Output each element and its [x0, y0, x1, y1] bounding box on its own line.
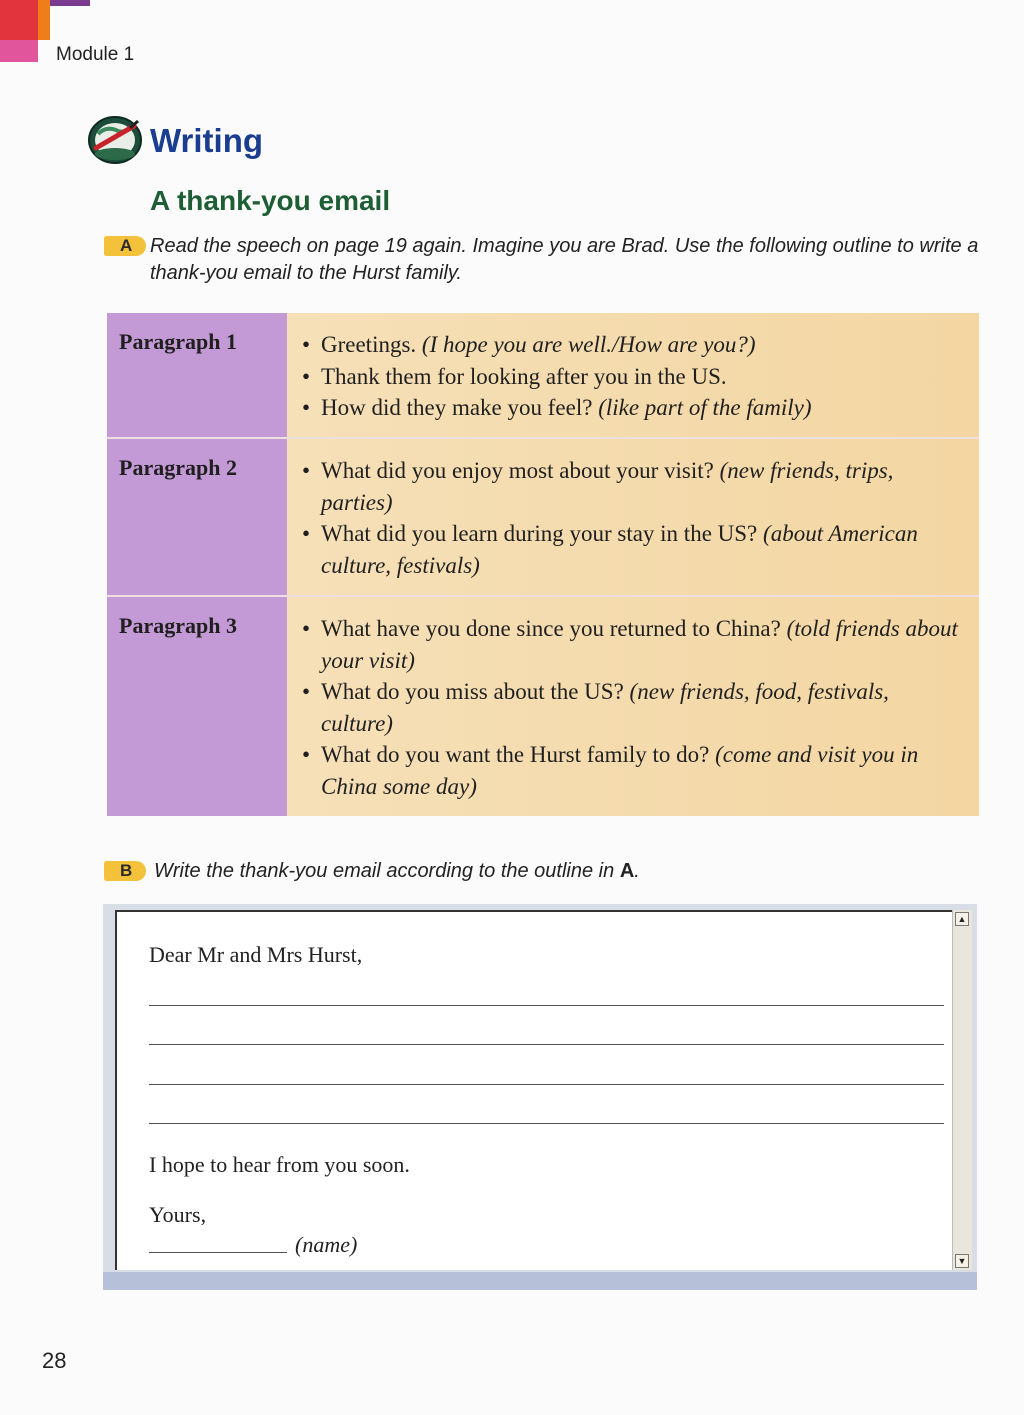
outline-point: • What have you done since you returned to China? (told friends about your visit) — [299, 613, 959, 676]
paragraph-label: Paragraph 2 — [107, 439, 287, 595]
module-label: Module 1 — [56, 44, 135, 65]
task-a-badge: A — [104, 236, 146, 256]
outline-row — [107, 313, 979, 437]
corner-decoration-orange — [38, 0, 50, 40]
scrollbar[interactable] — [952, 910, 972, 1270]
outline-point: • What did you enjoy most about your visit? (new friends, trips, parties) — [299, 455, 959, 518]
outline-point: • What do you miss about the US? (new friends, food, festivals, culture) — [299, 676, 959, 739]
outline-point: • Thank them for looking after you in the US. — [299, 361, 959, 393]
writing-line[interactable] — [149, 1044, 944, 1045]
outline-point: • Greetings. (I hope you are well./How are you?) — [299, 329, 959, 361]
writing-line[interactable] — [149, 1084, 944, 1085]
writing-line[interactable] — [149, 1123, 944, 1124]
section-subtitle: A thank-you email — [150, 185, 391, 216]
paragraph-points — [287, 313, 979, 437]
section-title: Writing — [150, 122, 264, 159]
task-a-instruction: Read the speech on page 19 again. Imagine you are Brad. Use the following outline to write a thank-you email to the Hurst family. — [150, 235, 979, 284]
scroll-up-icon[interactable]: ▲ — [955, 912, 969, 926]
email-box-bottom-band — [103, 1272, 977, 1290]
paragraph-label: Paragraph 1 — [107, 313, 287, 437]
paragraph-points — [287, 439, 979, 595]
email-closing: I hope to hear from you soon. — [149, 1152, 410, 1177]
outline-row — [107, 437, 979, 595]
task-b-instruction: Write the thank-you email according to the outline in A. — [154, 860, 640, 882]
email-text-area[interactable] — [115, 910, 952, 1270]
corner-decoration-red — [0, 0, 38, 40]
paragraph-points — [287, 597, 979, 816]
scroll-down-icon[interactable]: ▼ — [955, 1254, 969, 1268]
corner-decoration-purple — [50, 0, 90, 6]
pen-globe-icon — [86, 112, 144, 166]
task-b-badge: B — [104, 861, 146, 881]
email-signoff: Yours, — [149, 1202, 207, 1227]
outline-point: • What did you learn during your stay in the US? (about American culture, festivals) — [299, 518, 959, 581]
email-greeting: Dear Mr and Mrs Hurst, — [149, 942, 363, 967]
outline-point: • How did they make you feel? (like part of the family) — [299, 392, 959, 424]
outline-row — [107, 595, 979, 816]
page-number: 28 — [42, 1348, 67, 1373]
writing-line[interactable] — [149, 1005, 944, 1006]
name-hint: (name) — [295, 1232, 358, 1257]
outline-table — [107, 313, 979, 816]
email-writing-box — [103, 904, 977, 1290]
name-blank-line[interactable] — [149, 1252, 287, 1253]
outline-point: • What do you want the Hurst family to do? (come and visit you in China some day) — [299, 739, 959, 802]
paragraph-label: Paragraph 3 — [107, 597, 287, 816]
